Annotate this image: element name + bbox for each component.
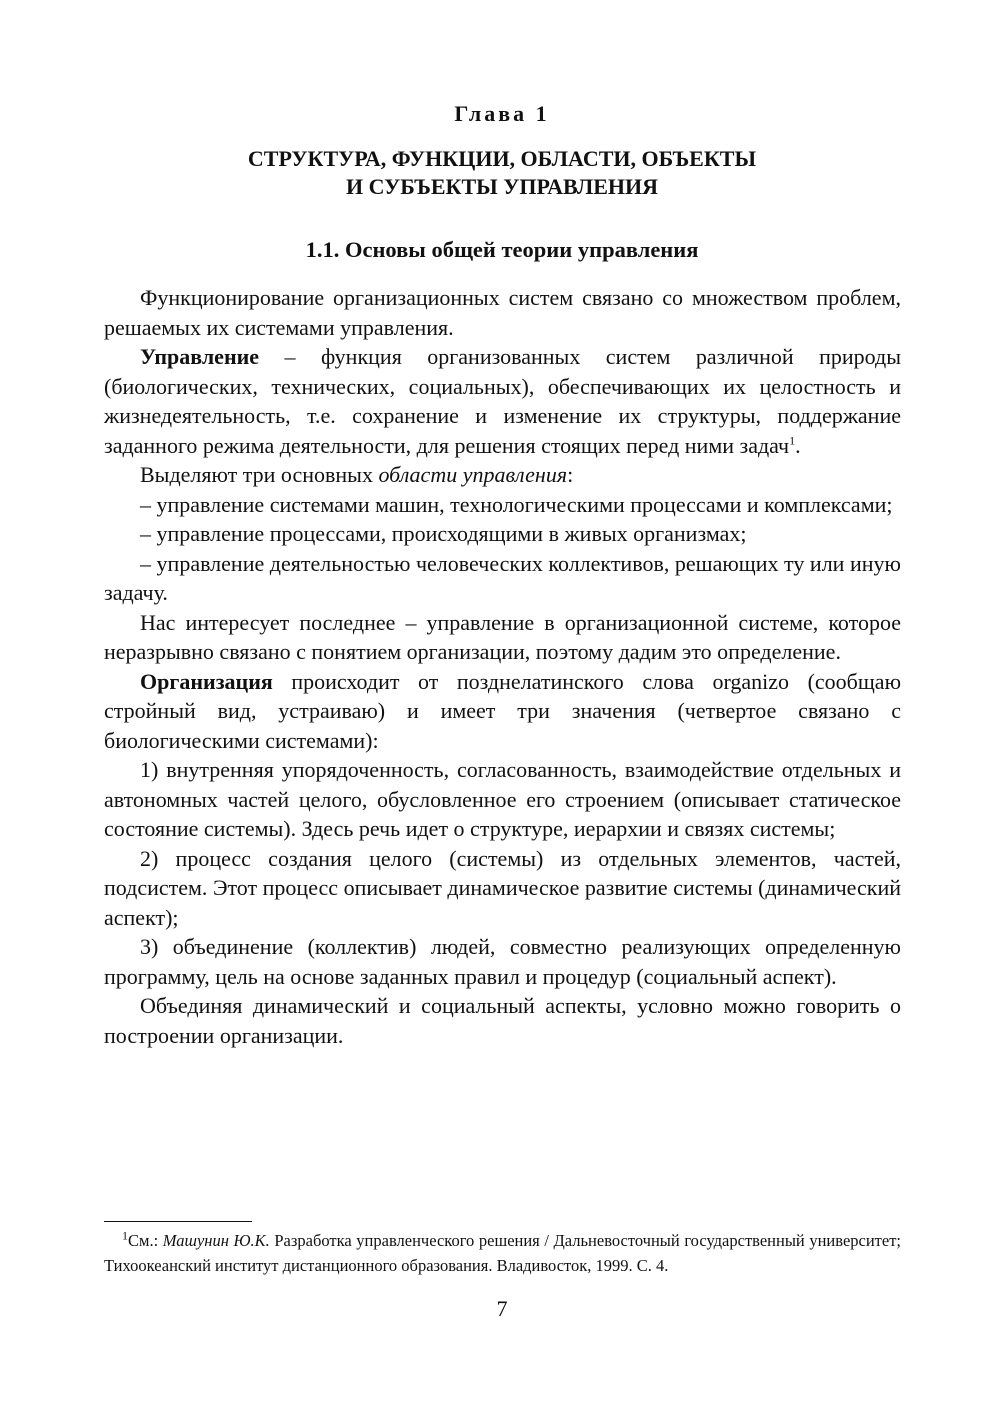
list-item: 2) процесс создания целого (системы) из отдельных элементов, частей, подсистем. Этот процесс описывает динамическое развитие системы (динамический аспект); (104, 845, 901, 930)
footnote-mark: 1 (122, 1228, 128, 1243)
footnote (104, 1228, 901, 1278)
list-item: – управление процессами, происходящими в живых организмах; (140, 521, 747, 546)
emphasis: области управления (378, 462, 568, 487)
section-heading: 1.1. Основы общей теории управления (305, 237, 699, 262)
page-number: 7 (496, 1296, 508, 1321)
list-item: 1) внутренняя упорядоченность, согласованность, взаимодействие отдельных и автономных частей целого, обусловленное его строением (описывает статическое состояние системы). Здесь речь идет о структуре, иерархии и связях системы; (104, 757, 901, 841)
paragraph-text: : (567, 462, 574, 487)
paragraph: Функционирование организационных систем связано со множеством проблем, решаемых их системами управления. (104, 285, 901, 340)
footnote-ref[interactable]: 1 (789, 433, 796, 448)
term: Организация (140, 668, 273, 694)
paragraph-text: – функция организованных систем различной природы (биологических, технических, социальных), обеспечивающих их целостность и жизнедеятельность, т.е. сохранение и изменение их структуры, поддержание заданного режима деятельности, для решения стоящих перед ними задач (104, 344, 901, 458)
footnote-author: Машунин Ю.К. (162, 1231, 270, 1250)
paragraph-text: Выделяют три основных (140, 462, 379, 487)
paragraph (104, 667, 901, 756)
paragraph: Нас интересует последнее – управление в организационной системе, которое неразрывно связано с понятием организации, поэтому дадим это определение. (104, 609, 901, 664)
footnote-divider (104, 1221, 252, 1222)
body-text (104, 283, 901, 1050)
paragraph-text: . (795, 432, 801, 458)
list-item: – управление деятельностью человеческих коллективов, решающих ту или иную задачу. (104, 550, 901, 605)
list-item: – управление системами машин, технологическими процессами и комплексами; (140, 491, 893, 517)
chapter-label: Глава 1 (454, 101, 550, 126)
chapter-title-line: И СУБЪЕКТЫ УПРАВЛЕНИЯ (345, 174, 659, 199)
paragraph-text: происходит от позднелатинского слова organizo (сообщаю стройный вид, устраиваю) и имеет три значения (четвертое связано с биологическими системами): (104, 668, 901, 753)
term: Управление (140, 344, 260, 369)
paragraph: Объединяя динамический и социальный аспекты, условно можно говорить о построении организации. (104, 993, 901, 1048)
paragraph (104, 342, 901, 460)
paragraph (104, 460, 901, 490)
list-item: 3) объединение (коллектив) людей, совместно реализующих определенную программу, цель на основе заданных правил и процедур (социальный аспект). (104, 934, 901, 989)
chapter-title (0, 145, 1004, 201)
footnote-text: Разработка управленческого решения / Дальневосточный государственный университет; Тихоокеанский институт дистанционного образования. Владивосток, 1999. С. 4. (104, 1231, 902, 1275)
footnote-text: См.: (128, 1231, 163, 1250)
chapter-title-line: СТРУКТУРА, ФУНКЦИИ, ОБЛАСТИ, ОБЪЕКТЫ (247, 146, 757, 171)
